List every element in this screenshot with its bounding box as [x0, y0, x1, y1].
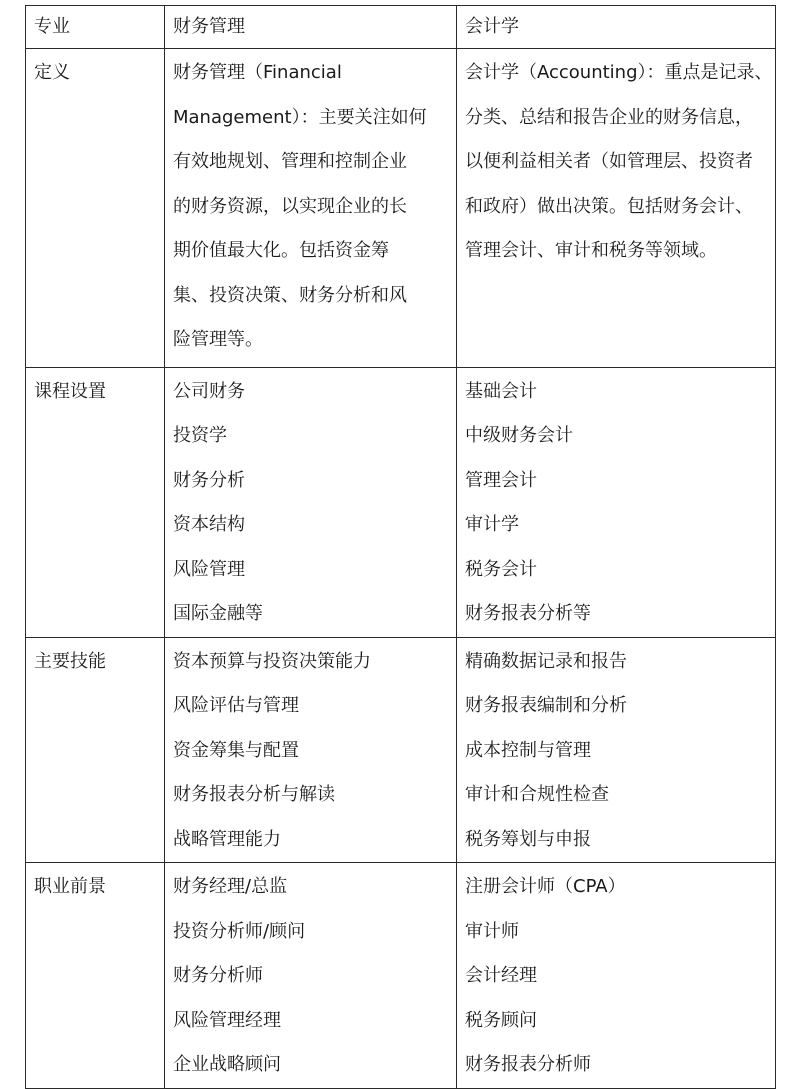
list-item: 税务顾问 — [465, 1009, 537, 1031]
skills-finance-cell — [165, 637, 457, 863]
careers-label: 职业前景 — [34, 876, 106, 897]
header-major: 专业 — [26, 6, 165, 49]
list-item: 资金筹集与配置 — [173, 739, 299, 761]
courses-accounting-cell — [457, 367, 776, 637]
definition-accounting-line: 以便利益相关者（如管理层、投资者 — [465, 151, 753, 172]
definition-finance-line: 财务管理（Financial — [173, 62, 342, 83]
list-item: 财务报表分析与解读 — [173, 784, 335, 805]
careers-finance-cell — [165, 863, 457, 1089]
list-item: 税务筹划与申报 — [465, 828, 591, 850]
list-item: 财务分析师 — [173, 965, 263, 986]
list-item: 资本结构 — [173, 514, 245, 535]
row-courses — [26, 367, 776, 637]
definition-accounting-line: 分类、总结和报告企业的财务信息， — [465, 106, 753, 128]
list-item: 国际金融等 — [173, 603, 263, 624]
list-item: 风险管理 — [173, 558, 245, 580]
courses-label: 课程设置 — [34, 380, 106, 402]
courses-finance-cell — [165, 367, 457, 637]
list-item: 投资分析师/顾问 — [173, 920, 306, 942]
list-item: 成本控制与管理 — [465, 739, 591, 761]
definition-finance-cell — [165, 49, 457, 368]
list-item: 审计学 — [465, 514, 519, 535]
row-label-courses — [26, 367, 165, 637]
definition-finance-line: 集、投资决策、财务分析和风 — [173, 284, 407, 306]
header-row — [26, 6, 776, 49]
skills-accounting-cell — [457, 637, 776, 863]
list-item: 审计师 — [465, 920, 519, 942]
list-item: 审计和合规性检查 — [465, 784, 609, 805]
definition-finance-line: 有效地规划、管理和控制企业 — [173, 151, 407, 172]
list-item: 会计经理 — [465, 965, 537, 986]
list-item: 财务经理/总监 — [173, 876, 288, 897]
definition-finance-line: 险管理等。 — [173, 329, 263, 350]
list-item: 基础会计 — [465, 380, 537, 402]
row-definition — [26, 49, 776, 368]
row-skills — [26, 637, 776, 863]
header-finance: 财务管理 — [165, 6, 457, 49]
list-item: 精确数据记录和报告 — [465, 650, 627, 672]
list-item: 风险评估与管理 — [173, 695, 299, 716]
list-item: 企业战略顾问 — [173, 1054, 281, 1075]
list-item: 风险管理经理 — [173, 1009, 281, 1031]
row-label-skills — [26, 637, 165, 863]
definition-accounting-line: 和政府）做出决策。包括财务会计、 — [465, 195, 753, 217]
list-item: 战略管理能力 — [173, 828, 281, 850]
definition-finance-line: 期价值最大化。包括资金筹 — [173, 240, 389, 261]
definition-label: 定义 — [34, 62, 70, 83]
definition-finance-line: Management）：主要关注如何 — [173, 106, 427, 128]
list-item: 财务报表分析等 — [465, 603, 591, 624]
list-item: 资本预算与投资决策能力 — [173, 650, 371, 672]
comparison-table — [25, 5, 776, 1089]
definition-accounting-line: 管理会计、审计和税务等领域。 — [465, 240, 717, 261]
list-item: 中级财务会计 — [465, 425, 573, 446]
list-item: 财务报表编制和分析 — [465, 695, 627, 716]
careers-accounting-cell — [457, 863, 776, 1089]
list-item: 财务分析 — [173, 469, 245, 491]
definition-finance-line: 的财务资源，以实现企业的长 — [173, 195, 407, 217]
row-careers — [26, 863, 776, 1089]
list-item: 管理会计 — [465, 469, 537, 491]
list-item: 税务会计 — [465, 558, 537, 580]
definition-accounting-line: 会计学（Accounting）：重点是记录、 — [465, 62, 773, 83]
definition-accounting-cell — [457, 49, 776, 368]
row-label-definition — [26, 49, 165, 368]
header-accounting: 会计学 — [457, 6, 776, 49]
list-item: 注册会计师（CPA） — [465, 876, 626, 897]
skills-label: 主要技能 — [34, 650, 106, 672]
list-item: 投资学 — [173, 425, 227, 446]
list-item: 财务报表分析师 — [465, 1054, 591, 1075]
list-item: 公司财务 — [173, 380, 245, 402]
row-label-careers — [26, 863, 165, 1089]
